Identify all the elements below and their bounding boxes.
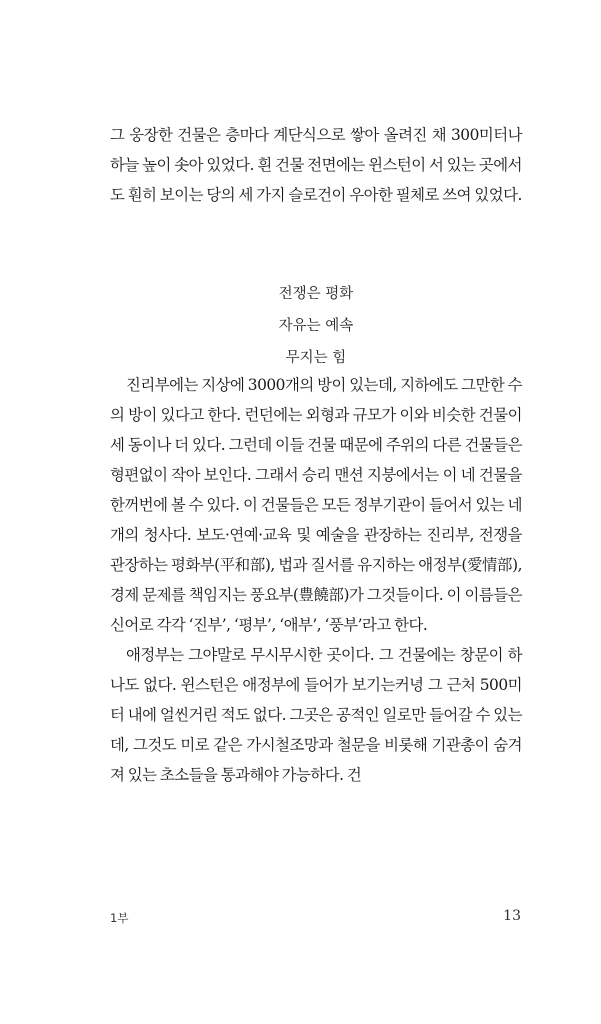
slogan-line: 전쟁은 평화: [278, 286, 354, 302]
running-footer-section: 1부: [110, 911, 129, 925]
body-text-paragraph: 애정부는 그야말로 무시무시한 곳이다. 그 건물에는 창문이 하나도 없다. 윈스턴은 애정부에 들어가 보기는커녕 그 근처 500미터 내에 얼씬거린 적도 없다. 그곳은 공적인 일로만 들어갈 수 있는데, 그것도 미로 같은 가시철조망과 철문을 비롯해 기관총이 숨겨져 있는 초소들을 통과해야 가능하다. 건: [110, 646, 522, 784]
party-slogans: [110, 278, 522, 374]
body-text-paragraph: 진리부에는 지상에 3000개의 방이 있는데, 지하에도 그만한 수의 방이 있다고 한다. 런던에는 외형과 규모가 이와 비슷한 건물이 세 동이나 더 있다. 그런데 이들 건물 때문에 주위의 다른 건물들은 형편없이 작아 보인다. 그래서 승리 맨션 지붕에서는 이 네 건물을 한꺼번에 볼 수 있다. 이 건물들은 모든 정부기관이 들어서 있는 네 개의 청사다. 보도·연예·교육 및 예술을 관장하는 진리부, 전쟁을 관장하는 평화부(平和部), 법과 질서를 유지하는 애정부(愛情部), 경제 문제를 책임지는 풍요부(豊饒部)가 그것들이다. 이 이름들은 신어로 각각 ‘진부’, ‘평부’, ‘애부’, ‘풍부’라고 한다.: [110, 376, 522, 634]
paragraph-ministries: [110, 370, 522, 790]
body-text-paragraph: 그 웅장한 건물은 층마다 계단식으로 쌓아 올려진 채 300미터나 하늘 높이 솟아 있었다. 흰 건물 전면에는 윈스턴이 서 있는 곳에서도 훤히 보이는 당의 세 가지 슬로건이 우아한 필체로 쓰여 있었다.: [110, 126, 522, 204]
slogan-line: 자유는 예속: [278, 318, 354, 334]
page-number: 13: [503, 908, 521, 924]
slogan-line: 무지는 힘: [285, 350, 347, 366]
paragraph-building-description: [110, 120, 522, 210]
